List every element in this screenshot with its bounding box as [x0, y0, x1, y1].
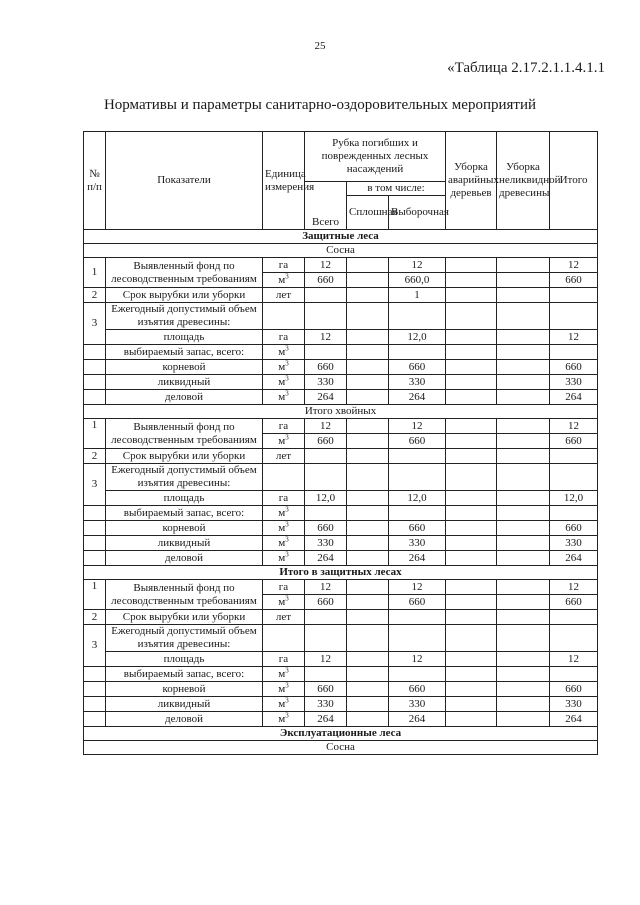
value-emergency [446, 536, 497, 551]
value-illiquid [497, 667, 550, 682]
row-number [84, 360, 106, 375]
value-selective: 330 [389, 536, 446, 551]
value-total [305, 506, 347, 521]
value-emergency [446, 667, 497, 682]
value-emergency [446, 345, 497, 360]
value-clear [347, 536, 389, 551]
value-illiquid [497, 697, 550, 712]
row-number [84, 506, 106, 521]
header-emergency: Уборка аварийных деревьев [446, 132, 497, 230]
value-total: 264 [305, 712, 347, 727]
value-selective: 12 [389, 580, 446, 595]
section-title: Итого в защитных лесах [84, 566, 598, 580]
value-clear [347, 595, 389, 610]
value-emergency [446, 375, 497, 390]
unit-cell: $м^3$ [263, 667, 305, 682]
unit-cell: $м^3$ [263, 697, 305, 712]
unit-cell: $м^3$ [263, 345, 305, 360]
value-emergency [446, 682, 497, 697]
value-emergency [446, 258, 497, 273]
indicator-label: Выявленный фонд по лесоводственным требованиям [106, 419, 263, 449]
value-selective: 264 [389, 712, 446, 727]
value-total: 660 [305, 521, 347, 536]
value-selective: 660 [389, 434, 446, 449]
row-number [84, 697, 106, 712]
value-emergency [446, 697, 497, 712]
value-illiquid [497, 419, 550, 434]
unit-cell: $м^3$ [263, 682, 305, 697]
header-felling: Рубка погибших и поврежденных лесных насаждений [305, 132, 446, 182]
value-itogo: 660 [550, 595, 598, 610]
row-number [84, 667, 106, 682]
value-selective [389, 667, 446, 682]
indicator-label: площадь [106, 652, 263, 667]
value-total: 12 [305, 258, 347, 273]
value-itogo [550, 288, 598, 303]
row-number: 2 [84, 610, 106, 625]
value-itogo: 660 [550, 682, 598, 697]
value-itogo: 330 [550, 697, 598, 712]
row-number [84, 345, 106, 360]
value-selective: 12 [389, 258, 446, 273]
value-emergency [446, 330, 497, 345]
row-number: 3 [84, 303, 106, 345]
unit-cell: га [263, 419, 305, 434]
indicator-label: Ежегодный допустимый объем изъятия древесины: [106, 464, 263, 491]
value-selective: 264 [389, 390, 446, 405]
unit-cell: $м^3$ [263, 390, 305, 405]
unit-cell: $м^3$ [263, 521, 305, 536]
value-itogo: 660 [550, 273, 598, 288]
header-clear: Сплошная [347, 196, 389, 230]
value-illiquid [497, 360, 550, 375]
value-emergency [446, 390, 497, 405]
unit-cell: лет [263, 610, 305, 625]
value-illiquid [497, 521, 550, 536]
unit-cell: га [263, 580, 305, 595]
value-total [305, 288, 347, 303]
value-illiquid [497, 536, 550, 551]
section-title: Эксплуатационные леса [84, 727, 598, 741]
value-clear [347, 712, 389, 727]
row-number: 1 [84, 258, 106, 288]
indicator-label: ликвидный [106, 536, 263, 551]
value-total: 330 [305, 375, 347, 390]
value-itogo [550, 610, 598, 625]
unit-cell: га [263, 491, 305, 506]
value-itogo: 330 [550, 375, 598, 390]
value-total [305, 464, 347, 491]
value-clear [347, 303, 389, 330]
indicator-label: корневой [106, 521, 263, 536]
value-total [305, 610, 347, 625]
indicator-label: выбираемый запас, всего: [106, 506, 263, 521]
value-selective: 12,0 [389, 330, 446, 345]
value-clear [347, 697, 389, 712]
value-emergency [446, 303, 497, 330]
value-total: 12 [305, 652, 347, 667]
value-emergency [446, 625, 497, 652]
value-itogo [550, 667, 598, 682]
value-total: 264 [305, 551, 347, 566]
value-itogo: 12,0 [550, 491, 598, 506]
unit-cell: $м^3$ [263, 551, 305, 566]
value-selective [389, 610, 446, 625]
value-illiquid [497, 595, 550, 610]
value-selective [389, 506, 446, 521]
indicator-label: Выявленный фонд по лесоводственным требованиям [106, 258, 263, 288]
table-body [84, 230, 598, 755]
table-reference: «Таблица 2.17.2.1.1.4.1.1 [447, 60, 605, 76]
indicator-label: Выявленный фонд по лесоводственным требованиям [106, 580, 263, 610]
value-itogo [550, 464, 598, 491]
value-illiquid [497, 464, 550, 491]
unit-cell [263, 464, 305, 491]
value-emergency [446, 551, 497, 566]
value-selective [389, 345, 446, 360]
value-selective: 12,0 [389, 491, 446, 506]
indicator-label: деловой [106, 390, 263, 405]
indicator-label: Ежегодный допустимый объем изъятия древесины: [106, 303, 263, 330]
value-clear [347, 449, 389, 464]
indicator-label: ликвидный [106, 375, 263, 390]
value-emergency [446, 521, 497, 536]
row-number: 3 [84, 625, 106, 667]
header-itogo: Итого [550, 132, 598, 230]
header-num: № п/п [84, 132, 106, 230]
value-emergency [446, 580, 497, 595]
row-number: 3 [84, 464, 106, 506]
row-number [84, 536, 106, 551]
row-number [84, 551, 106, 566]
value-clear [347, 551, 389, 566]
section-subtitle: Сосна [84, 741, 598, 755]
header-total: Всего [305, 182, 347, 230]
row-number [84, 390, 106, 405]
value-illiquid [497, 273, 550, 288]
value-itogo [550, 449, 598, 464]
value-selective [389, 449, 446, 464]
value-clear [347, 288, 389, 303]
value-total: 330 [305, 697, 347, 712]
value-illiquid [497, 434, 550, 449]
value-emergency [446, 360, 497, 375]
value-emergency [446, 491, 497, 506]
unit-cell: га [263, 330, 305, 345]
value-selective: 330 [389, 375, 446, 390]
value-total: 660 [305, 360, 347, 375]
value-illiquid [497, 288, 550, 303]
indicator-label: площадь [106, 491, 263, 506]
row-number [84, 521, 106, 536]
unit-cell: $м^3$ [263, 536, 305, 551]
value-itogo: 660 [550, 521, 598, 536]
value-emergency [446, 464, 497, 491]
indicator-label: Срок вырубки или уборки [106, 610, 263, 625]
indicator-label: выбираемый запас, всего: [106, 345, 263, 360]
value-itogo: 264 [550, 712, 598, 727]
value-total: 660 [305, 273, 347, 288]
header-illiquid: Уборка неликвидной древесины [497, 132, 550, 230]
value-emergency [446, 506, 497, 521]
value-itogo [550, 303, 598, 330]
value-illiquid [497, 330, 550, 345]
value-emergency [446, 610, 497, 625]
value-itogo: 264 [550, 390, 598, 405]
value-illiquid [497, 449, 550, 464]
indicator-label: деловой [106, 551, 263, 566]
value-clear [347, 580, 389, 595]
value-clear [347, 464, 389, 491]
value-selective [389, 464, 446, 491]
value-clear [347, 375, 389, 390]
value-clear [347, 652, 389, 667]
unit-cell: лет [263, 288, 305, 303]
value-emergency [446, 712, 497, 727]
value-itogo: 12 [550, 330, 598, 345]
value-clear [347, 491, 389, 506]
value-itogo: 12 [550, 580, 598, 595]
value-selective: 12 [389, 419, 446, 434]
value-selective [389, 303, 446, 330]
value-itogo [550, 625, 598, 652]
value-illiquid [497, 506, 550, 521]
value-selective: 660,0 [389, 273, 446, 288]
unit-cell: $м^3$ [263, 712, 305, 727]
indicator-label: корневой [106, 682, 263, 697]
value-clear [347, 667, 389, 682]
value-clear [347, 273, 389, 288]
value-itogo [550, 506, 598, 521]
unit-cell [263, 625, 305, 652]
value-clear [347, 625, 389, 652]
value-illiquid [497, 652, 550, 667]
row-number: 2 [84, 288, 106, 303]
unit-cell: $м^3$ [263, 595, 305, 610]
norms-table [83, 131, 598, 755]
value-clear [347, 258, 389, 273]
value-itogo: 12 [550, 652, 598, 667]
value-itogo: 12 [550, 258, 598, 273]
section-subtitle: Итого хвойных [84, 405, 598, 419]
unit-cell: лет [263, 449, 305, 464]
unit-cell: $м^3$ [263, 506, 305, 521]
table-header [84, 132, 598, 230]
value-clear [347, 390, 389, 405]
header-including: в том числе: [347, 182, 446, 196]
value-itogo: 264 [550, 551, 598, 566]
value-total [305, 303, 347, 330]
row-number [84, 682, 106, 697]
document-title: Нормативы и параметры санитарно-оздоровительных мероприятий [103, 97, 537, 113]
indicator-label: выбираемый запас, всего: [106, 667, 263, 682]
unit-cell: $м^3$ [263, 375, 305, 390]
value-total: 660 [305, 595, 347, 610]
value-emergency [446, 273, 497, 288]
unit-cell: $м^3$ [263, 434, 305, 449]
value-clear [347, 360, 389, 375]
value-total [305, 667, 347, 682]
value-selective: 12 [389, 652, 446, 667]
value-emergency [446, 434, 497, 449]
header-unit: Единица измерения [263, 132, 305, 230]
value-emergency [446, 288, 497, 303]
value-itogo: 12 [550, 419, 598, 434]
indicator-label: деловой [106, 712, 263, 727]
value-illiquid [497, 580, 550, 595]
indicator-label: ликвидный [106, 697, 263, 712]
value-itogo [550, 345, 598, 360]
indicator-label: Срок вырубки или уборки [106, 288, 263, 303]
row-number: 1 [84, 580, 106, 610]
unit-cell: га [263, 258, 305, 273]
page-number: 25 [314, 40, 326, 52]
value-total: 660 [305, 434, 347, 449]
value-emergency [446, 652, 497, 667]
value-illiquid [497, 712, 550, 727]
value-clear [347, 434, 389, 449]
value-selective: 660 [389, 521, 446, 536]
value-clear [347, 682, 389, 697]
value-total: 660 [305, 682, 347, 697]
indicator-label: площадь [106, 330, 263, 345]
value-illiquid [497, 491, 550, 506]
value-total: 12 [305, 330, 347, 345]
value-total [305, 345, 347, 360]
value-clear [347, 345, 389, 360]
unit-cell: $м^3$ [263, 273, 305, 288]
value-illiquid [497, 551, 550, 566]
value-selective: 264 [389, 551, 446, 566]
value-selective: 660 [389, 595, 446, 610]
indicator-label: корневой [106, 360, 263, 375]
value-total: 12,0 [305, 491, 347, 506]
value-emergency [446, 595, 497, 610]
value-total: 12 [305, 419, 347, 434]
unit-cell: га [263, 652, 305, 667]
value-selective: 660 [389, 682, 446, 697]
value-clear [347, 610, 389, 625]
row-number [84, 712, 106, 727]
value-total: 12 [305, 580, 347, 595]
row-number: 1 [84, 419, 106, 449]
value-selective [389, 625, 446, 652]
value-emergency [446, 419, 497, 434]
value-illiquid [497, 625, 550, 652]
indicator-label: Срок вырубки или уборки [106, 449, 263, 464]
value-selective: 330 [389, 697, 446, 712]
value-total: 330 [305, 536, 347, 551]
value-clear [347, 521, 389, 536]
value-clear [347, 330, 389, 345]
value-total [305, 449, 347, 464]
section-subtitle: Сосна [84, 244, 598, 258]
header-selective: Выборочная [389, 196, 446, 230]
value-clear [347, 419, 389, 434]
value-illiquid [497, 345, 550, 360]
value-illiquid [497, 390, 550, 405]
row-number: 2 [84, 449, 106, 464]
value-selective: 660 [389, 360, 446, 375]
value-itogo: 660 [550, 434, 598, 449]
value-selective: 1 [389, 288, 446, 303]
unit-cell [263, 303, 305, 330]
value-total [305, 625, 347, 652]
value-illiquid [497, 610, 550, 625]
value-itogo: 660 [550, 360, 598, 375]
value-illiquid [497, 303, 550, 330]
value-total: 264 [305, 390, 347, 405]
value-clear [347, 506, 389, 521]
row-number [84, 375, 106, 390]
unit-cell: $м^3$ [263, 360, 305, 375]
value-emergency [446, 449, 497, 464]
header-indicators: Показатели [106, 132, 263, 230]
value-illiquid [497, 375, 550, 390]
indicator-label: Ежегодный допустимый объем изъятия древесины: [106, 625, 263, 652]
value-itogo: 330 [550, 536, 598, 551]
section-title: Защитные леса [84, 230, 598, 244]
value-illiquid [497, 258, 550, 273]
value-illiquid [497, 682, 550, 697]
